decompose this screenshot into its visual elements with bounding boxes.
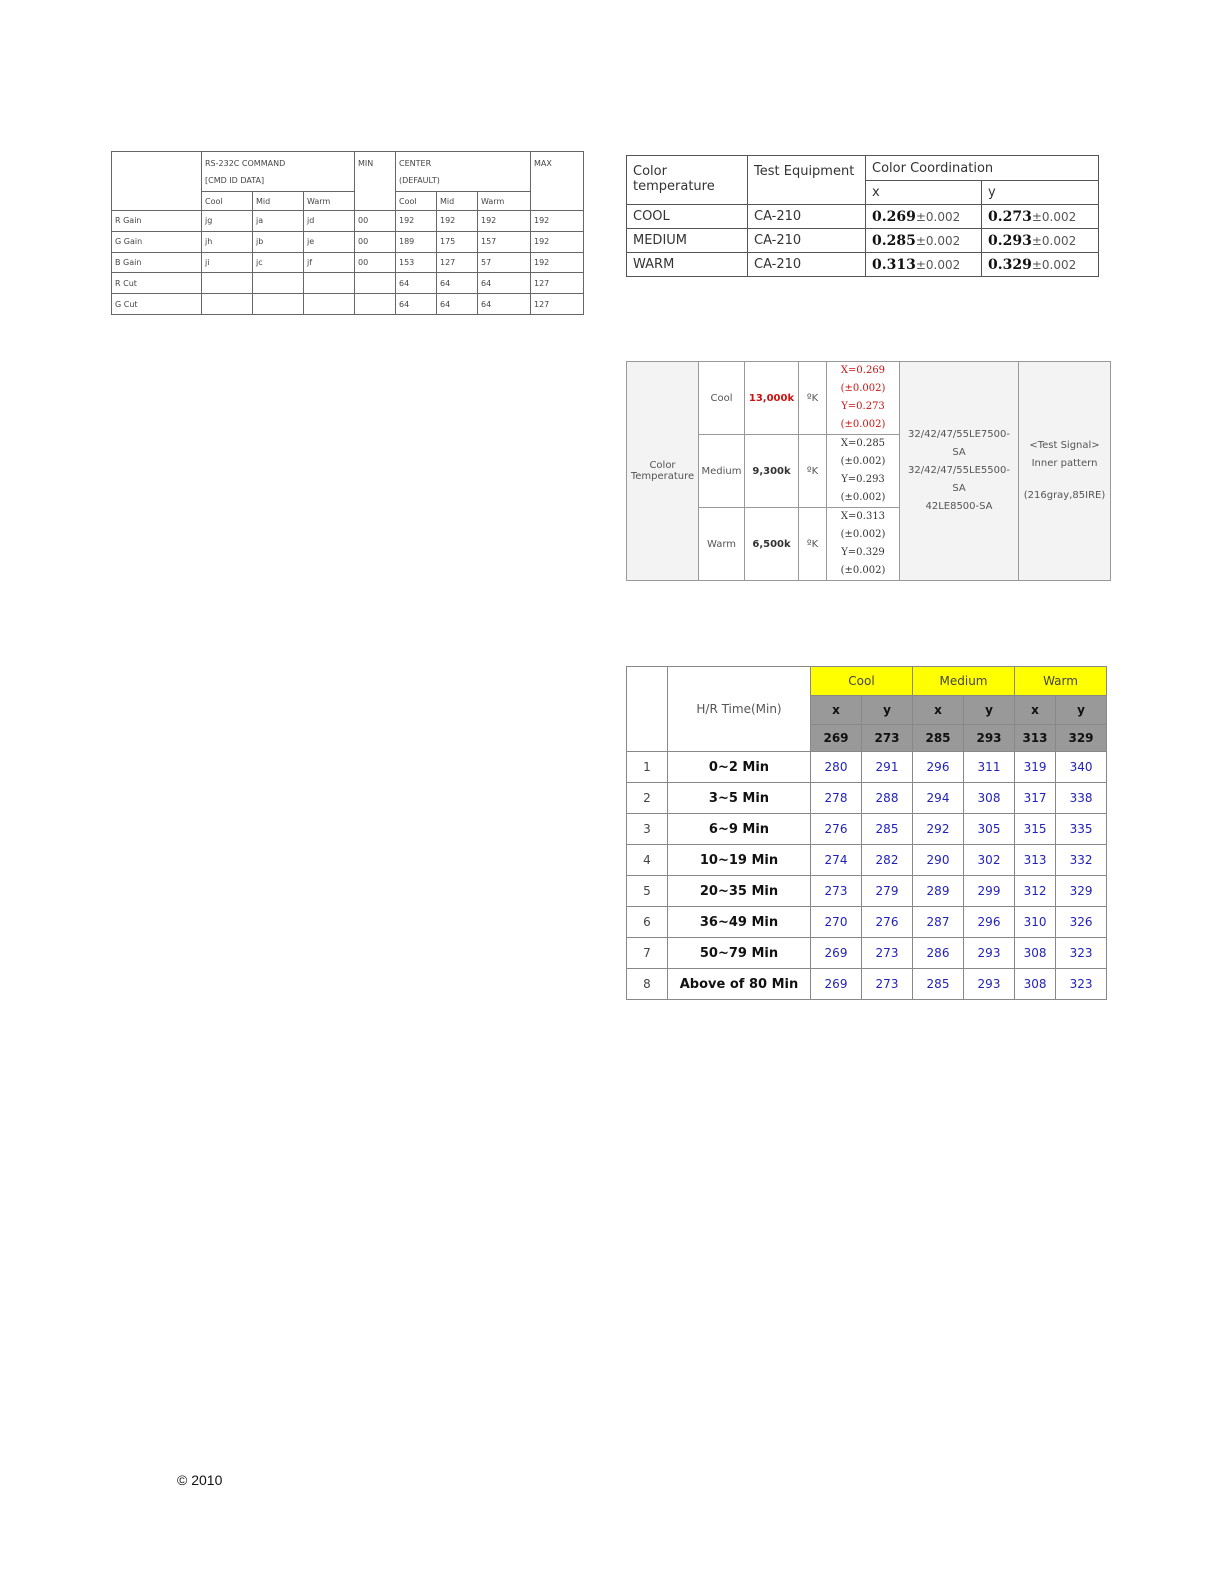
measured-value-cell: 279 (862, 876, 913, 907)
unit-cell: ºK (799, 508, 827, 581)
measured-value-cell: 286 (913, 938, 964, 969)
measured-value-cell: 323 (1056, 938, 1107, 969)
medium-y-header: y (964, 696, 1015, 725)
row-index: 4 (627, 845, 668, 876)
cmd-cell (202, 294, 253, 315)
empty-corner-cell (112, 152, 202, 211)
table-row (627, 845, 1107, 876)
rs232c-command-table (111, 151, 584, 315)
coordinate-line: Y=0.329 (841, 547, 885, 558)
center-header (396, 152, 531, 192)
warm-y-header: y (1056, 696, 1107, 725)
row-label: G Cut (112, 294, 202, 315)
unit-cell: ºK (799, 435, 827, 508)
max-cell: 192 (531, 211, 584, 232)
max-cell: 127 (531, 294, 584, 315)
center-cell: 153 (396, 252, 437, 273)
table-row (112, 252, 584, 273)
measured-value-cell: 319 (1015, 752, 1056, 783)
center-cell: 64 (437, 294, 478, 315)
mode-cell: Warm (699, 508, 745, 581)
hr-time-header: H/R Time(Min) (668, 667, 811, 752)
table-row (627, 229, 1099, 253)
tolerance: ±0.002 (915, 257, 961, 272)
time-range-cell: Above of 80 Min (668, 969, 811, 1000)
cmd-cell: jd (304, 211, 355, 232)
coordinate-line: (±0.002) (840, 529, 886, 540)
tolerance: ±0.002 (1031, 257, 1077, 272)
cmd-cell (253, 294, 304, 315)
color-coordination-table (626, 155, 1099, 277)
signal-line: Inner pattern (1031, 458, 1098, 469)
target-value-cell: 285 (913, 725, 964, 752)
time-range-cell: 0~2 Min (668, 752, 811, 783)
cmd-cell: ji (202, 252, 253, 273)
signal-line: <Test Signal> (1029, 440, 1100, 451)
measured-value-cell: 294 (913, 783, 964, 814)
cmd-cell: jh (202, 231, 253, 252)
tolerance: ±0.002 (915, 233, 961, 248)
measured-value-cell: 285 (862, 814, 913, 845)
min-cell (355, 294, 396, 315)
center-warm-header: Warm (478, 192, 531, 211)
table-row (627, 752, 1107, 783)
table-row (627, 814, 1107, 845)
measured-value-cell: 313 (1015, 845, 1056, 876)
measured-value-cell: 269 (811, 969, 862, 1000)
table-row (627, 783, 1107, 814)
center-label: CENTER (399, 159, 432, 168)
coordinate-line: Y=0.293 (841, 474, 885, 485)
cmd-warm-header: Warm (304, 192, 355, 211)
measured-value-cell: 285 (913, 969, 964, 1000)
table-row (112, 294, 584, 315)
y-value: 0.273 (988, 208, 1032, 225)
time-range-cell: 50~79 Min (668, 938, 811, 969)
measured-value-cell: 308 (964, 783, 1015, 814)
coordinate-cell (827, 362, 900, 435)
measured-value-cell: 310 (1015, 907, 1056, 938)
cmd-cool-header: Cool (202, 192, 253, 211)
cmd-cell: je (304, 231, 355, 252)
measured-value-cell: 273 (862, 969, 913, 1000)
cmd-cell: ja (253, 211, 304, 232)
min-header: MIN (355, 152, 396, 211)
x-value-cell (866, 205, 982, 229)
row-index: 3 (627, 814, 668, 845)
x-value-cell (866, 229, 982, 253)
measured-value-cell: 332 (1056, 845, 1107, 876)
model-line: 32/42/47/55LE7500-SA (908, 429, 1010, 458)
x-header: x (866, 181, 982, 205)
measured-value-cell: 338 (1056, 783, 1107, 814)
center-cell: 192 (478, 211, 531, 232)
row-label: R Gain (112, 211, 202, 232)
target-value-cell: 293 (964, 725, 1015, 752)
table-row (627, 362, 1111, 435)
medium-x-header: x (913, 696, 964, 725)
coordinate-line: (±0.002) (840, 565, 886, 576)
measured-value-cell: 302 (964, 845, 1015, 876)
time-range-cell: 10~19 Min (668, 845, 811, 876)
medium-header: Medium (913, 667, 1015, 696)
measured-value-cell: 274 (811, 845, 862, 876)
x-value-cell (866, 253, 982, 277)
table-row (627, 253, 1099, 277)
row-index: 2 (627, 783, 668, 814)
cmd-cell: jb (253, 231, 304, 252)
cmd-cell (304, 294, 355, 315)
target-value-cell: 329 (1056, 725, 1107, 752)
y-value-cell (982, 229, 1099, 253)
center-mid-header: Mid (437, 192, 478, 211)
time-range-cell: 3~5 Min (668, 783, 811, 814)
coordinate-cell (827, 508, 900, 581)
color-temperature-header: Color temperature (627, 156, 748, 205)
y-value-cell (982, 205, 1099, 229)
max-cell: 192 (531, 231, 584, 252)
target-value-cell: 273 (862, 725, 913, 752)
color-coordination-header: Color Coordination (866, 156, 1099, 181)
measured-value-cell: 290 (913, 845, 964, 876)
coordinate-line: (±0.002) (840, 383, 886, 394)
coordinate-line: (±0.002) (840, 456, 886, 467)
center-cell: 57 (478, 252, 531, 273)
center-cool-header: Cool (396, 192, 437, 211)
coordinate-line: (±0.002) (840, 419, 886, 430)
rs232c-command-header (202, 152, 355, 192)
coordinate-line: (±0.002) (840, 492, 886, 503)
table-row (627, 907, 1107, 938)
measured-value-cell: 270 (811, 907, 862, 938)
test-equipment-header: Test Equipment (748, 156, 866, 205)
equipment-cell: CA-210 (748, 253, 866, 277)
center-cell: 192 (396, 211, 437, 232)
measured-value-cell: 291 (862, 752, 913, 783)
min-cell: 00 (355, 231, 396, 252)
cmd-cell: jc (253, 252, 304, 273)
min-cell (355, 273, 396, 294)
default-label: (DEFAULT) (399, 176, 440, 185)
y-value: 0.329 (988, 256, 1032, 273)
table-row (627, 938, 1107, 969)
table-row (627, 205, 1099, 229)
temperature-cell: 13,000k (745, 362, 799, 435)
measured-value-cell: 312 (1015, 876, 1056, 907)
time-range-cell: 20~35 Min (668, 876, 811, 907)
table-row (627, 969, 1107, 1000)
tolerance: ±0.002 (1031, 209, 1077, 224)
min-cell: 00 (355, 211, 396, 232)
measured-value-cell: 282 (862, 845, 913, 876)
time-range-cell: 6~9 Min (668, 814, 811, 845)
measured-value-cell: 269 (811, 938, 862, 969)
center-cell: 192 (437, 211, 478, 232)
target-value-cell: 269 (811, 725, 862, 752)
test-signal-cell (1019, 362, 1111, 581)
measured-value-cell: 276 (862, 907, 913, 938)
coordinate-line: Y=0.273 (841, 401, 885, 412)
center-cell: 64 (396, 273, 437, 294)
mode-cell: Medium (699, 435, 745, 508)
color-temperature-spec-table (626, 361, 1111, 581)
x-value: 0.313 (872, 256, 916, 273)
row-index: 1 (627, 752, 668, 783)
coordinate-line: X=0.285 (840, 438, 886, 449)
signal-line: (216gray,85IRE) (1023, 490, 1106, 501)
cmd-mid-header: Mid (253, 192, 304, 211)
measured-value-cell: 293 (964, 969, 1015, 1000)
table-row (112, 273, 584, 294)
cool-x-header: x (811, 696, 862, 725)
row-index: 5 (627, 876, 668, 907)
center-cell: 157 (478, 231, 531, 252)
center-cell: 64 (437, 273, 478, 294)
temperature-cell: 9,300k (745, 435, 799, 508)
measured-value-cell: 311 (964, 752, 1015, 783)
measured-value-cell: 340 (1056, 752, 1107, 783)
measured-value-cell: 289 (913, 876, 964, 907)
measured-value-cell: 315 (1015, 814, 1056, 845)
mode-cell: Cool (699, 362, 745, 435)
cmd-cell (202, 273, 253, 294)
min-cell: 00 (355, 252, 396, 273)
tolerance: ±0.002 (915, 209, 961, 224)
center-cell: 64 (396, 294, 437, 315)
max-header: MAX (531, 152, 584, 211)
measured-value-cell: 335 (1056, 814, 1107, 845)
row-label: R Cut (112, 273, 202, 294)
coordinate-line: X=0.269 (840, 365, 886, 376)
measured-value-cell: 280 (811, 752, 862, 783)
cmd-cell: jg (202, 211, 253, 232)
measured-value-cell: 276 (811, 814, 862, 845)
measured-value-cell: 296 (913, 752, 964, 783)
y-header: y (982, 181, 1099, 205)
warm-header: Warm (1015, 667, 1107, 696)
model-line: 32/42/47/55LE5500-SA (908, 465, 1010, 494)
cmd-cell (304, 273, 355, 294)
target-value-cell: 313 (1015, 725, 1056, 752)
tolerance: ±0.002 (1031, 233, 1077, 248)
mode-name-cell: WARM (627, 253, 748, 277)
measured-value-cell: 329 (1056, 876, 1107, 907)
coordinate-cell (827, 435, 900, 508)
center-cell: 175 (437, 231, 478, 252)
measured-value-cell: 323 (1056, 969, 1107, 1000)
row-label: G Gain (112, 231, 202, 252)
models-cell (900, 362, 1019, 581)
table-row (627, 876, 1107, 907)
cool-y-header: y (862, 696, 913, 725)
unit-cell: ºK (799, 362, 827, 435)
row-index: 8 (627, 969, 668, 1000)
row-index: 6 (627, 907, 668, 938)
mode-name-cell: COOL (627, 205, 748, 229)
model-line: 42LE8500-SA (925, 501, 993, 512)
measured-value-cell: 308 (1015, 938, 1056, 969)
cool-header: Cool (811, 667, 913, 696)
cmd-id-data-label: [CMD ID DATA] (205, 176, 265, 185)
x-value: 0.285 (872, 232, 916, 249)
row-label: B Gain (112, 252, 202, 273)
y-value-cell (982, 253, 1099, 277)
rs232c-command-label: RS-232C COMMAND (205, 159, 286, 168)
center-cell: 64 (478, 294, 531, 315)
warm-x-header: x (1015, 696, 1056, 725)
x-value: 0.269 (872, 208, 916, 225)
mode-name-cell: MEDIUM (627, 229, 748, 253)
cmd-cell: jf (304, 252, 355, 273)
measured-value-cell: 296 (964, 907, 1015, 938)
time-range-cell: 36~49 Min (668, 907, 811, 938)
center-cell: 189 (396, 231, 437, 252)
measured-value-cell: 273 (862, 938, 913, 969)
temperature-cell: 6,500k (745, 508, 799, 581)
measured-value-cell: 305 (964, 814, 1015, 845)
category-cell: Color Temperature (627, 362, 699, 581)
measured-value-cell: 278 (811, 783, 862, 814)
equipment-cell: CA-210 (748, 229, 866, 253)
heat-run-table (626, 666, 1107, 1000)
measured-value-cell: 317 (1015, 783, 1056, 814)
measured-value-cell: 288 (862, 783, 913, 814)
measured-value-cell: 273 (811, 876, 862, 907)
max-cell: 192 (531, 252, 584, 273)
measured-value-cell: 287 (913, 907, 964, 938)
copyright-footer: © 2010 (177, 1472, 223, 1488)
measured-value-cell: 326 (1056, 907, 1107, 938)
index-header-empty (627, 667, 668, 752)
equipment-cell: CA-210 (748, 205, 866, 229)
table-row (112, 211, 584, 232)
coordinate-line: X=0.313 (840, 511, 886, 522)
row-index: 7 (627, 938, 668, 969)
measured-value-cell: 308 (1015, 969, 1056, 1000)
center-cell: 127 (437, 252, 478, 273)
center-cell: 64 (478, 273, 531, 294)
y-value: 0.293 (988, 232, 1032, 249)
measured-value-cell: 293 (964, 938, 1015, 969)
cmd-cell (253, 273, 304, 294)
table-row (112, 231, 584, 252)
measured-value-cell: 292 (913, 814, 964, 845)
measured-value-cell: 299 (964, 876, 1015, 907)
max-cell: 127 (531, 273, 584, 294)
